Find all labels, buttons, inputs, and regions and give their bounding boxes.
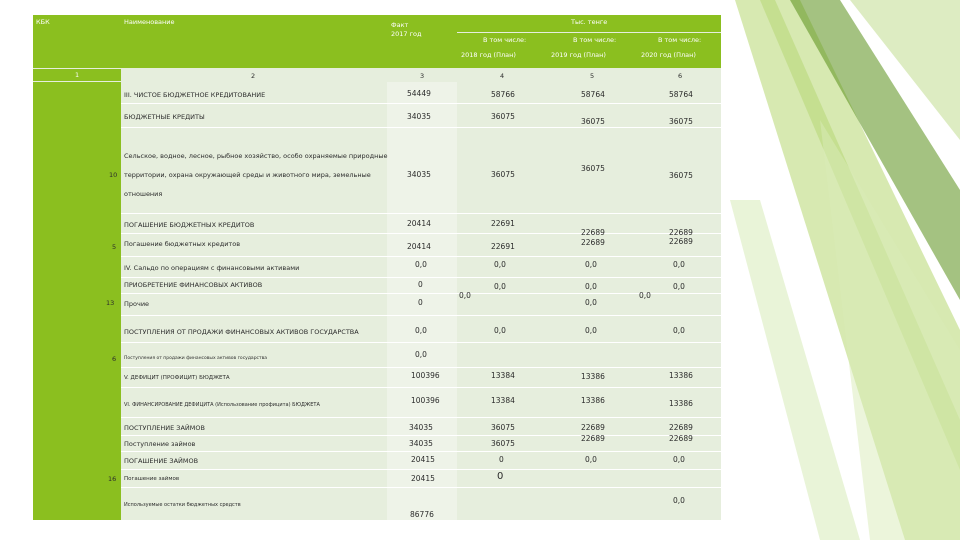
value-2019: 0,0: [585, 260, 597, 269]
row-name: ПОГАШЕНИЕ ЗАЙМОВ: [124, 457, 199, 465]
value-2018: 13384: [491, 396, 515, 405]
value-fact: 20415: [411, 455, 435, 464]
row-divider: [121, 469, 721, 470]
row-kbk: 16: [108, 475, 117, 483]
row-divider: [121, 487, 721, 488]
value-2018: 22691: [491, 219, 515, 228]
header-unit: Тыс. тенге: [571, 18, 608, 26]
colnum-2: 2: [251, 72, 256, 80]
row-name: Прочие: [124, 300, 150, 308]
value-fact: 34035: [407, 170, 431, 179]
value-2018: 0,0: [494, 282, 506, 291]
value-2018: 22691: [491, 242, 515, 251]
header-kbk: КБК: [36, 18, 50, 26]
value-2020: 36075: [669, 117, 693, 126]
value-fact: 54449: [407, 89, 431, 98]
value-2018: 36075: [491, 439, 515, 448]
value-2020: 22689: [669, 423, 693, 432]
value-2019: 36075: [581, 117, 605, 126]
row-divider: [121, 127, 721, 128]
value-fact: 86776: [410, 510, 434, 519]
header-incl-1: В том числе:: [483, 36, 527, 44]
colnum-1: 1: [75, 71, 80, 79]
value-2020: 0,0: [673, 455, 685, 464]
value-2019: 13386: [581, 372, 605, 381]
value-2020: 0,0: [673, 282, 685, 291]
row-name: Погашение бюджетных кредитов: [124, 240, 241, 248]
row-name: IV. Сальдо по операциям с финансовыми активами: [124, 264, 300, 272]
value-2020: 22689: [669, 228, 693, 237]
value-2020: 0,0: [673, 326, 685, 335]
value-2019: 22689: [581, 423, 605, 432]
row-divider: [121, 256, 721, 257]
row-divider: [121, 451, 721, 452]
value-2019: 13386: [581, 396, 605, 405]
value-2018: 0: [499, 455, 504, 464]
value-fact: 34035: [409, 439, 433, 448]
value-2018: 36075: [491, 423, 515, 432]
value-2018: 58766: [491, 90, 515, 99]
value-2019: 22689: [581, 434, 605, 443]
value-2020: 0,0: [639, 291, 651, 300]
value-2018: 0: [497, 471, 504, 482]
colnum-5: 5: [590, 72, 595, 80]
row-divider: [121, 342, 721, 343]
row-kbk: 13: [106, 299, 115, 307]
row-divider: [121, 417, 721, 418]
header-year-2018: 2018 год (План): [461, 51, 516, 59]
header-year-2020: 2020 год (План): [641, 51, 696, 59]
row-divider: [121, 315, 721, 316]
value-2018: 0,0: [459, 291, 471, 300]
budget-table: [33, 15, 721, 520]
row-name: ПОСТУПЛЕНИЕ ЗАЙМОВ: [124, 424, 205, 432]
row-name: Используемые остатки бюджетных средств: [124, 502, 241, 508]
value-2019: 0,0: [585, 455, 597, 464]
value-2018: 0,0: [494, 260, 506, 269]
value-2019: 0,0: [585, 282, 597, 291]
colnum-4: 4: [500, 72, 505, 80]
value-2018: 0,0: [494, 326, 506, 335]
value-2020: 36075: [669, 171, 693, 180]
row-name: Погашение займов: [124, 476, 180, 482]
row-name: Поступление займов: [124, 440, 196, 448]
value-2020: 22689: [669, 434, 693, 443]
value-fact: 34035: [409, 423, 433, 432]
value-2020: 58764: [669, 90, 693, 99]
value-2019: 22689: [581, 228, 605, 237]
value-2018: 36075: [491, 112, 515, 121]
value-fact: 20414: [407, 242, 431, 251]
row-divider: [121, 435, 721, 436]
value-fact: 20415: [411, 474, 435, 483]
row-name-line1: Сельское, водное, лесное, рыбное хозяйство, особо охраняемые природные: [124, 152, 388, 160]
row-name: Поступления от продажи финансовых активов государства: [124, 356, 268, 361]
value-2020: 13386: [669, 399, 693, 408]
value-2020: 0,0: [673, 496, 685, 505]
row-divider: [121, 367, 721, 368]
row-kbk: 5: [112, 243, 117, 251]
value-fact: 20414: [407, 219, 431, 228]
value-2018: 36075: [491, 170, 515, 179]
row-divider: [121, 233, 721, 234]
value-fact: 0,0: [415, 350, 427, 359]
value-fact: 34035: [407, 112, 431, 121]
value-2019: 0,0: [585, 298, 597, 307]
value-2020: 22689: [669, 237, 693, 246]
row-name: ПРИОБРЕТЕНИЕ ФИНАНСОВЫХ АКТИВОВ: [124, 281, 263, 289]
row-name: ПОСТУПЛЕНИЯ ОТ ПРОДАЖИ ФИНАНСОВЫХ АКТИВОВ ГОСУДАРСТВА: [124, 328, 359, 336]
row-divider: [121, 103, 721, 104]
value-2019: 0,0: [585, 326, 597, 335]
row-kbk: 6: [112, 355, 117, 363]
header-incl-2: В том числе:: [573, 36, 617, 44]
value-fact: 100396: [411, 371, 440, 380]
value-2020: 0,0: [673, 260, 685, 269]
row-name-line3: отношения: [124, 190, 163, 198]
row-name: БЮДЖЕТНЫЕ КРЕДИТЫ: [124, 113, 205, 121]
value-2019: 36075: [581, 164, 605, 173]
row-divider: [121, 387, 721, 388]
row-name: III. ЧИСТОЕ БЮДЖЕТНОЕ КРЕДИТОВАНИЕ: [124, 91, 266, 99]
header-incl-3: В том числе:: [658, 36, 702, 44]
value-fact: 0: [418, 298, 423, 307]
row-name: VI. ФИНАНСИРОВАНИЕ ДЕФИЦИТА (Использование профицита) БЮДЖЕТА: [124, 402, 320, 408]
header-year-2019: 2019 год (План): [551, 51, 606, 59]
header-fact-year: 2017 год: [391, 30, 422, 38]
row-divider: [121, 277, 721, 278]
row-name-line2: территории, охрана окружающей среды и животного мира, земельные: [124, 171, 371, 179]
value-fact: 0,0: [415, 260, 427, 269]
header-name: Наименование: [124, 18, 175, 26]
header-fact: Факт: [391, 21, 409, 29]
row-divider: [121, 213, 721, 214]
row-divider: [121, 293, 721, 294]
colnum-6: 6: [678, 72, 683, 80]
value-2020: 13386: [669, 371, 693, 380]
value-fact: 0: [418, 280, 423, 289]
row-name: V. ДЕФИЦИТ (ПРОФИЦИТ) БЮДЖЕТА: [124, 375, 230, 381]
value-fact: 0,0: [415, 326, 427, 335]
colnum-3: 3: [420, 72, 425, 80]
row-kbk: 10: [109, 171, 118, 179]
row-name: ПОГАШЕНИЕ БЮДЖЕТНЫХ КРЕДИТОВ: [124, 221, 255, 229]
value-2019: 22689: [581, 238, 605, 247]
value-2019: 58764: [581, 90, 605, 99]
value-2018: 13384: [491, 371, 515, 380]
value-fact: 100396: [411, 396, 440, 405]
